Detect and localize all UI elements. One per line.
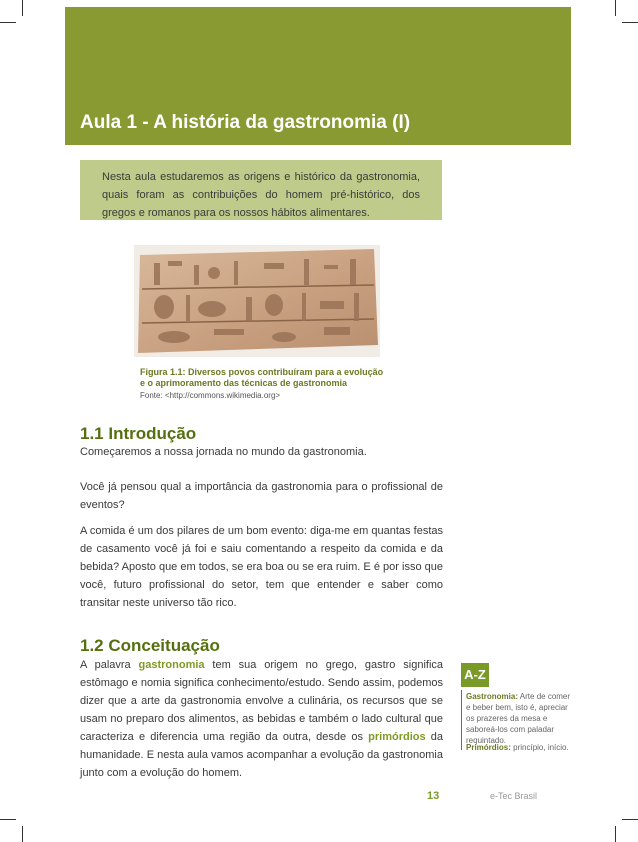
glossary-badge: A-Z bbox=[461, 663, 489, 687]
crop-mark bbox=[0, 22, 16, 23]
glossary-term: Primórdios: bbox=[466, 743, 511, 752]
paragraph: Começaremos a nossa jornada no mundo da gastronomia. bbox=[80, 446, 367, 458]
intro-text: Nesta aula estudaremos as origens e histórico da gastronomia, quais foram as contribuições do homem pré-histórico, dos gregos e romanos para os nossos hábitos alimentares. bbox=[102, 171, 420, 219]
text-run: A palavra bbox=[80, 659, 139, 671]
glossary-definition: princípio, início. bbox=[510, 743, 569, 752]
glossary-term-gastronomia: gastronomia bbox=[138, 659, 205, 671]
crop-mark bbox=[615, 0, 616, 16]
text-run: tem sua origem no grego, gastro significa estômago e nomia significa conhecimento/estudo. Sendo assim, podemos dizer que a arte da gastronomia envolve a culinária, os recursos que se usam no preparo dos alimentos, as bebidas e também o lado cultural que caracteriza e diferencia uma região da outra, desde os bbox=[80, 659, 444, 743]
glossary-definition: Arte de comer e beber bem, isto é, apreciar os prazeres da mesa e saboreá-los com paladar requintado. bbox=[466, 692, 571, 745]
page-number: 13 bbox=[427, 790, 440, 802]
crop-mark bbox=[22, 0, 23, 16]
section-title-conceituacao: 1.2 Conceituação bbox=[80, 636, 220, 655]
glossary-entry-primordios bbox=[466, 742, 576, 753]
figure-caption bbox=[140, 367, 400, 389]
crop-mark bbox=[622, 819, 638, 820]
glossary-term: Gastronomia: bbox=[466, 692, 519, 701]
crop-mark bbox=[622, 22, 638, 23]
glossary-entry-gastronomia bbox=[466, 691, 576, 746]
crop-mark bbox=[0, 819, 16, 820]
paragraph bbox=[80, 656, 443, 782]
crop-mark bbox=[22, 826, 23, 842]
figure-caption-line: e o aprimoramento das técnicas de gastronomia bbox=[140, 378, 348, 388]
paragraph: Você já pensou qual a importância da gastronomia para o profissional de eventos? bbox=[80, 481, 443, 511]
footer-brand: e-Tec Brasil bbox=[490, 791, 538, 801]
section-title-introducao: 1.1 Introdução bbox=[80, 424, 197, 443]
paragraph: A comida é um dos pilares de um bom evento: diga-me em quantas festas de casamento você já foi e saiu comentando a respeito da comida e da bebida? Aposto que em todos, se era boa ou se era ruim. E é por isso que você, futuro profissional do setor, tem que entender e saber como transitar neste universo tão rico. bbox=[80, 525, 443, 609]
text-run: da humanidade. E nesta aula vamos acompanhar a evolução da gastronomia junto com a evolução do homem. bbox=[80, 731, 444, 779]
figure-source: Fonte: <http://commons.wikimedia.org> bbox=[140, 391, 281, 400]
figure-caption-line: Figura 1.1: Diversos povos contribuíram para a evolução bbox=[140, 367, 384, 377]
glossary-rule bbox=[461, 690, 462, 750]
chapter-title: Aula 1 - A história da gastronomia (I) bbox=[80, 112, 411, 133]
glossary-term-primordios: primórdios bbox=[368, 731, 426, 743]
crop-mark bbox=[615, 826, 616, 842]
relief-figure-image bbox=[134, 245, 380, 357]
